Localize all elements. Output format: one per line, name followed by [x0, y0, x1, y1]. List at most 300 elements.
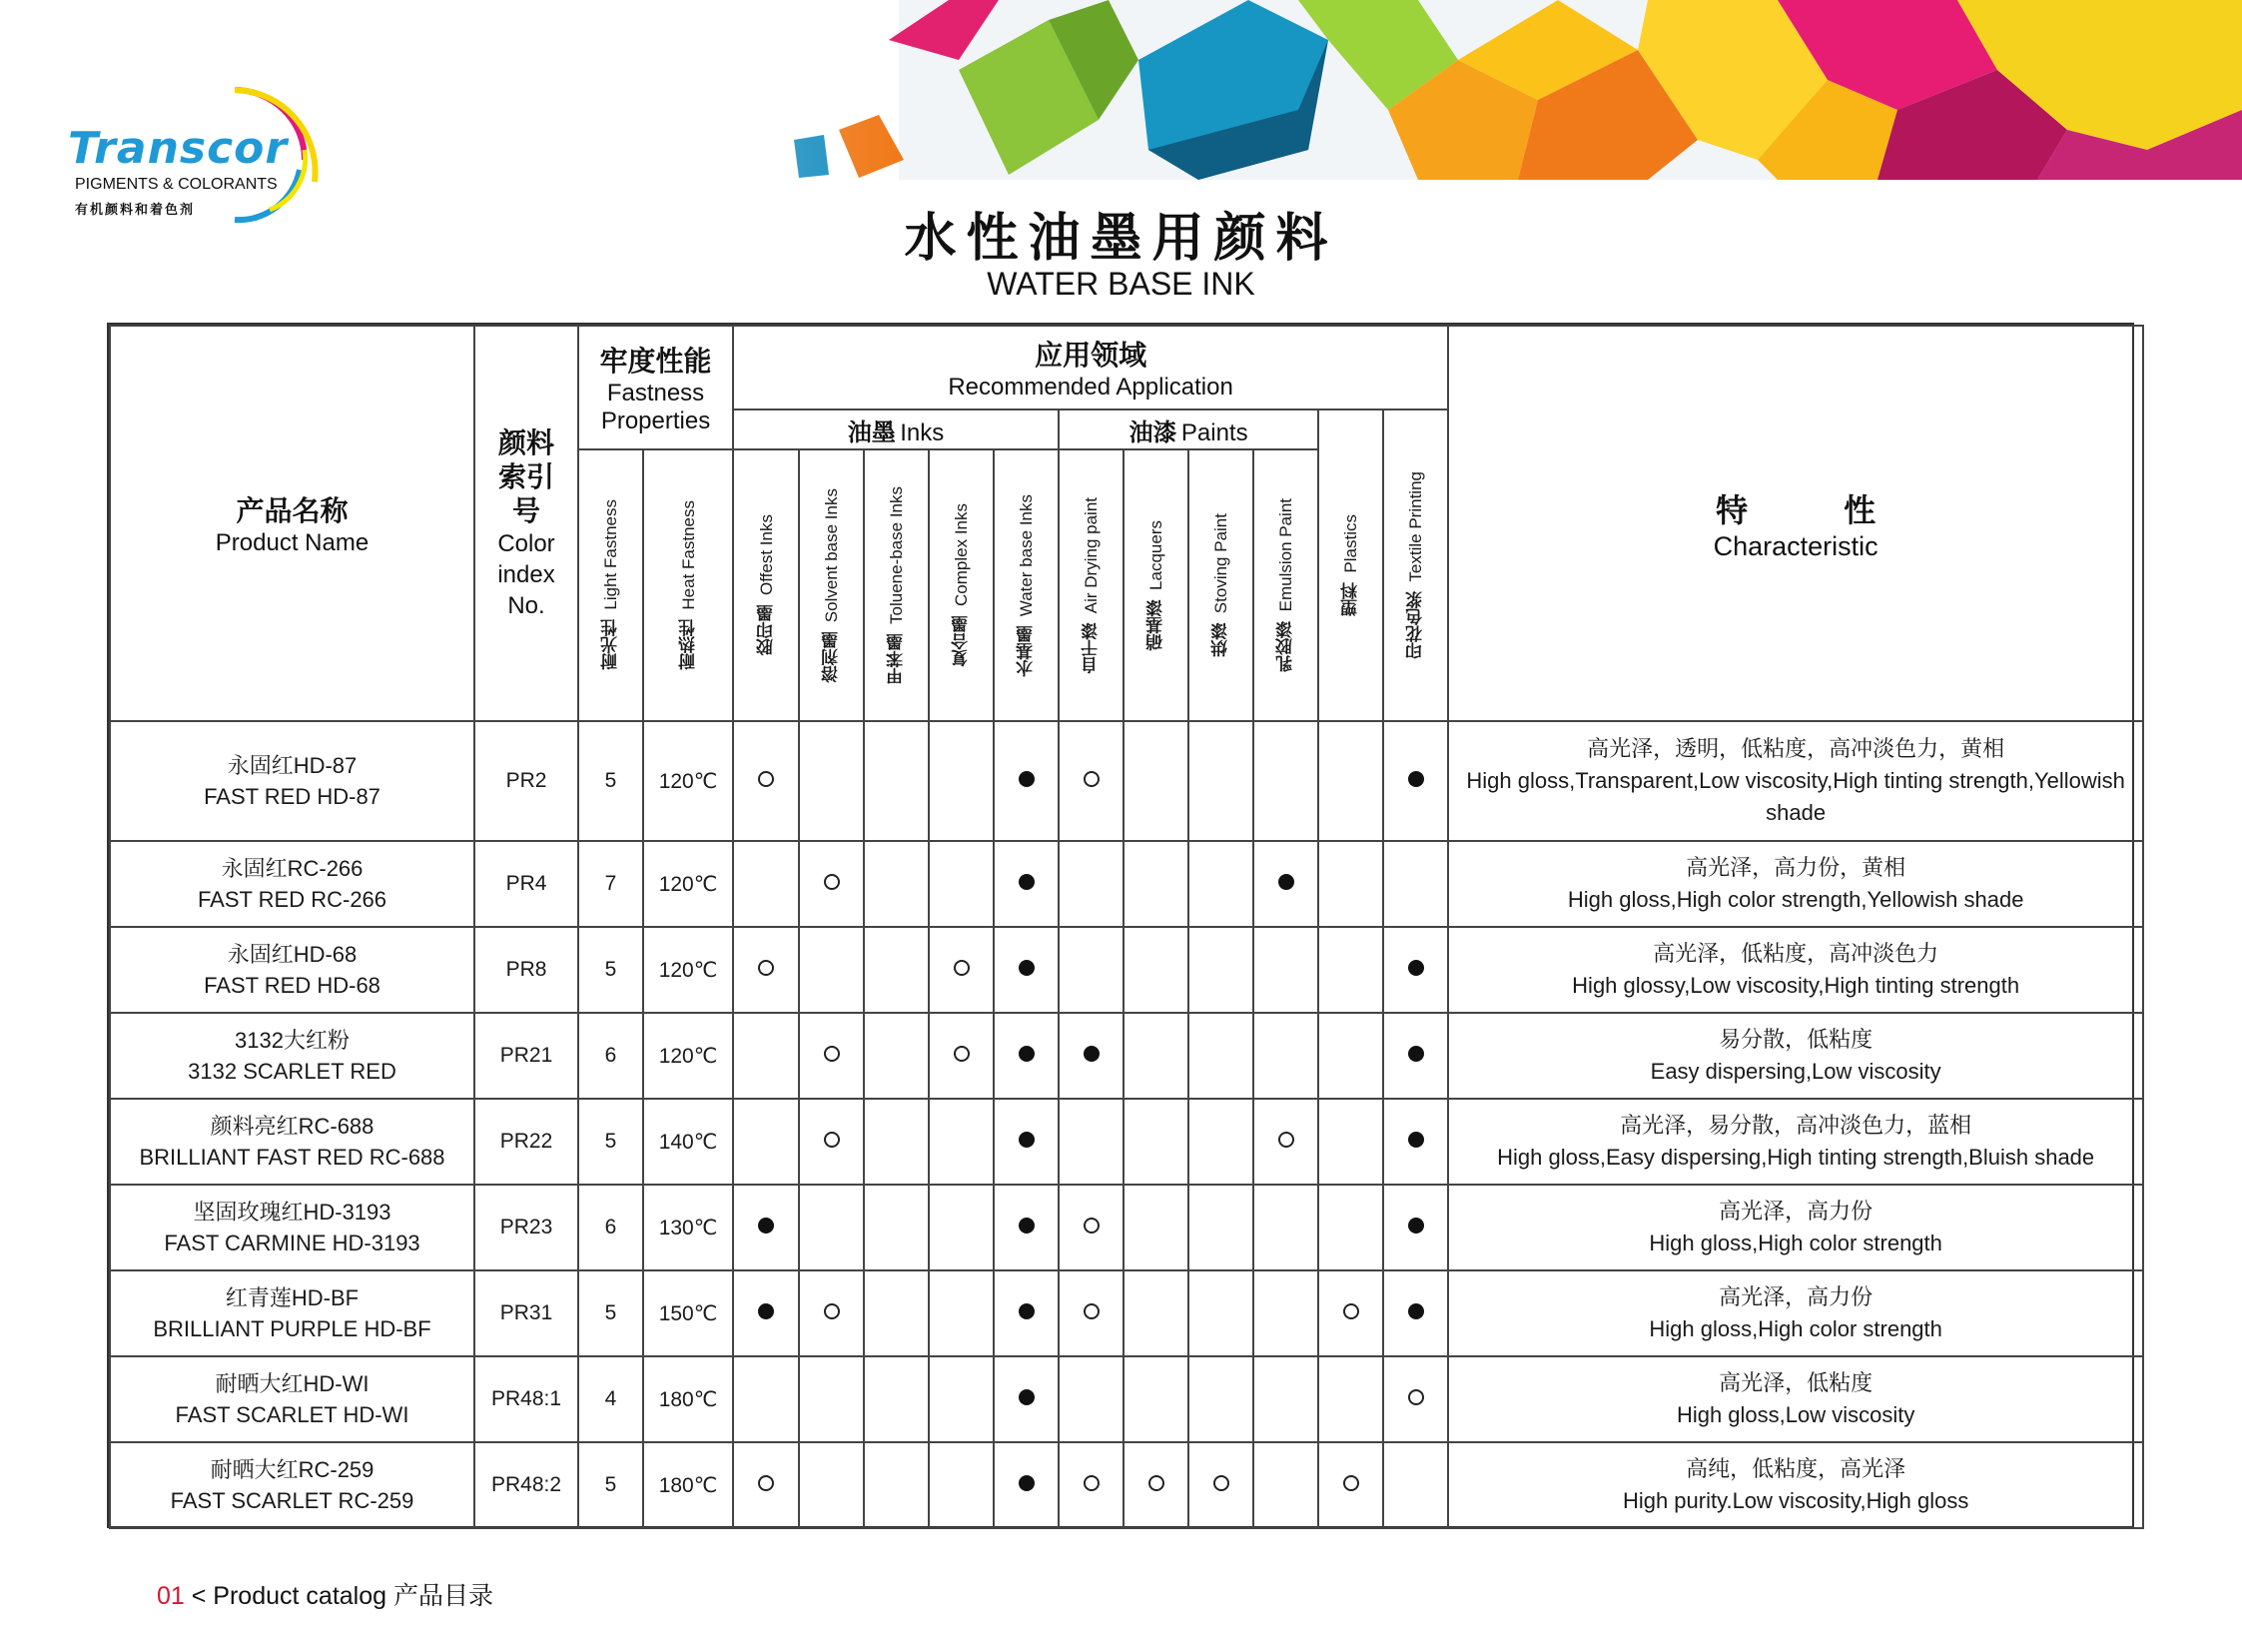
- filled-circle-icon: [1019, 1132, 1035, 1148]
- page-number: 01: [157, 1582, 185, 1610]
- open-circle-icon: [954, 960, 970, 976]
- product-name-cell: [110, 1270, 474, 1356]
- application-cell: [1383, 1185, 1448, 1270]
- characteristic-cell: [1448, 1270, 2143, 1356]
- application-cell: [799, 721, 864, 841]
- application-cell: [733, 1185, 799, 1270]
- filled-circle-icon: [758, 1218, 774, 1234]
- application-cell: [1188, 1356, 1253, 1442]
- header-application-en: Recommended Application: [948, 374, 1233, 401]
- open-circle-icon: [1343, 1303, 1359, 1319]
- open-circle-icon: [1084, 1303, 1100, 1319]
- application-cell: [1318, 1270, 1383, 1356]
- heat-fastness-cell: 120℃: [643, 841, 733, 927]
- product-name-en: FAST RED HD-68: [204, 973, 380, 998]
- application-cell: [733, 841, 799, 927]
- application-cell: [1123, 1013, 1188, 1099]
- characteristic-en: High purity.Low viscosity,High gloss: [1622, 1488, 1969, 1513]
- characteristic-cell: [1448, 1356, 2143, 1442]
- application-cell: [733, 721, 799, 841]
- product-name-cn: 红青莲HD-BF: [225, 1285, 360, 1310]
- characteristic-en: High gloss,High color strength: [1649, 1231, 1942, 1255]
- product-name-cn: 坚固玫瑰红HD-3193: [193, 1200, 391, 1225]
- col-en-8: Lacquers: [1146, 519, 1166, 590]
- light-fastness-cell: 4: [578, 1356, 643, 1442]
- application-cell: [1059, 1185, 1123, 1270]
- col-en-5: Complex Inks: [952, 503, 972, 607]
- filled-circle-icon: [1408, 960, 1424, 976]
- characteristic-en: Easy dispersing,Low viscosity: [1650, 1059, 1941, 1084]
- header-application-cn: 应用领域: [1035, 339, 1147, 372]
- open-circle-icon: [1148, 1475, 1164, 1491]
- open-circle-icon: [758, 960, 774, 976]
- color-index-cell: PR48:1: [474, 1356, 578, 1442]
- open-circle-icon: [1213, 1475, 1229, 1491]
- open-circle-icon: [824, 1303, 840, 1319]
- filled-circle-icon: [1278, 874, 1294, 890]
- application-cell: [799, 1099, 864, 1185]
- characteristic-en: High glossy,Low viscosity,High tinting strength: [1572, 973, 2020, 998]
- col-en-4: Toluene-base Inks: [887, 485, 907, 624]
- footer-text: < Product catalog 产品目录: [191, 1582, 493, 1610]
- characteristic-cn: 高纯，低粘度，高光泽: [1686, 1456, 1906, 1481]
- heat-fastness-cell: 180℃: [643, 1356, 733, 1442]
- header-col-airdry: [1059, 449, 1123, 721]
- application-cell: [1123, 1442, 1188, 1528]
- application-cell: [799, 1270, 864, 1356]
- application-cell: [994, 1185, 1059, 1270]
- header-col-stoving: [1188, 449, 1253, 721]
- heat-fastness-cell: 120℃: [643, 1013, 733, 1099]
- application-cell: [1059, 1099, 1123, 1185]
- table-row: [110, 1270, 2143, 1356]
- application-cell: [1059, 927, 1123, 1013]
- application-cell: [1318, 1356, 1383, 1442]
- product-name-cn: 3132大红粉: [235, 1028, 350, 1053]
- open-circle-icon: [1084, 1475, 1100, 1491]
- application-cell: [1059, 1270, 1123, 1356]
- col-cn-5: 复合墨: [952, 615, 973, 667]
- color-index-cell: PR23: [474, 1185, 578, 1270]
- application-cell: [994, 927, 1059, 1013]
- header-fastness-cn: 牢度性能: [599, 345, 712, 378]
- application-cell: [1123, 927, 1188, 1013]
- application-cell: [994, 1013, 1059, 1099]
- application-cell: [994, 1442, 1059, 1528]
- filled-circle-icon: [1019, 1303, 1035, 1319]
- light-fastness-cell: 7: [578, 841, 643, 927]
- application-cell: [1123, 1099, 1188, 1185]
- open-circle-icon: [1084, 771, 1100, 787]
- application-cell: [864, 1013, 929, 1099]
- application-cell: [1188, 1270, 1253, 1356]
- application-cell: [864, 927, 929, 1013]
- header-col-plastics: [1318, 410, 1383, 721]
- filled-circle-icon: [1408, 1046, 1424, 1062]
- light-fastness-cell: 6: [578, 1185, 643, 1270]
- col-cn-8: 硝基漆: [1146, 599, 1167, 651]
- characteristic-cell: [1448, 1442, 2143, 1528]
- light-fastness-cell: 5: [578, 1270, 643, 1356]
- header-inks-en: Inks: [900, 418, 945, 446]
- product-name-cell: [110, 721, 474, 841]
- col-cn-2: 胶印墨: [756, 604, 777, 656]
- application-cell: [799, 1356, 864, 1442]
- application-cell: [1383, 1356, 1448, 1442]
- col-cn-0: 耐光性: [601, 619, 621, 671]
- table-row: [110, 1013, 2143, 1099]
- application-cell: [929, 1356, 994, 1442]
- application-cell: [1188, 841, 1253, 927]
- page-title-en: WATER BASE INK: [987, 266, 1255, 302]
- application-cell: [929, 927, 994, 1013]
- characteristic-cell: [1448, 721, 2143, 841]
- table-row: [110, 721, 2143, 841]
- product-name-en: FAST SCARLET HD-WI: [175, 1402, 409, 1427]
- application-cell: [994, 1099, 1059, 1185]
- application-cell: [864, 1099, 929, 1185]
- col-en-10: Emulsion Paint: [1276, 498, 1296, 612]
- application-cell: [799, 1442, 864, 1528]
- light-fastness-cell: 5: [578, 1099, 643, 1185]
- heat-fastness-cell: 120℃: [643, 927, 733, 1013]
- open-circle-icon: [1084, 1218, 1100, 1234]
- application-cell: [1059, 721, 1123, 841]
- header-characteristic: [1448, 326, 2143, 721]
- open-circle-icon: [954, 1046, 970, 1062]
- application-cell: [1123, 1270, 1188, 1356]
- logo-tagline-cn: 有机颜料和着色剂: [75, 202, 196, 217]
- application-cell: [1059, 841, 1123, 927]
- filled-circle-icon: [1408, 1303, 1424, 1319]
- color-index-cell: PR2: [474, 721, 578, 841]
- filled-circle-icon: [1019, 1475, 1035, 1491]
- product-name-cn: 永固红HD-87: [227, 753, 358, 778]
- header-col-textile: [1383, 410, 1448, 721]
- table-row: [110, 1442, 2143, 1528]
- characteristic-cn: 高光泽，高力份，黄相: [1686, 855, 1906, 880]
- product-name-cn: 颜料亮红RC-688: [210, 1114, 374, 1139]
- heat-fastness-cell: 180℃: [643, 1442, 733, 1528]
- col-en-7: Air Drying paint: [1082, 496, 1102, 613]
- product-name-cn: 耐晒大红HD-WI: [215, 1371, 370, 1396]
- header-col-light: [578, 449, 643, 721]
- logo-tagline: PIGMENTS & COLORANTS: [75, 176, 278, 193]
- product-table-container: [107, 323, 2134, 1528]
- header-col-lacquers: [1123, 449, 1188, 721]
- header-inks-group: [733, 410, 1059, 449]
- header-paints-group: [1059, 410, 1318, 449]
- product-name-cell: [110, 1356, 474, 1442]
- characteristic-cell: [1448, 1013, 2143, 1099]
- application-cell: [1253, 1013, 1318, 1099]
- product-name-en: BRILLIANT PURPLE HD-BF: [153, 1316, 431, 1341]
- application-cell: [994, 721, 1059, 841]
- header-paints-en: Paints: [1180, 418, 1248, 446]
- product-name-cn: 永固红HD-68: [227, 942, 358, 967]
- col-cn-11: 塑料: [1341, 582, 1362, 617]
- header-index-en-1: Color: [497, 529, 555, 557]
- filled-circle-icon: [1408, 1132, 1424, 1148]
- product-name-en: FAST RED HD-87: [204, 784, 380, 809]
- heat-fastness-cell: 130℃: [643, 1185, 733, 1270]
- filled-circle-icon: [1019, 1218, 1035, 1234]
- application-cell: [1123, 1185, 1188, 1270]
- product-name-en: 3132 SCARLET RED: [188, 1059, 396, 1084]
- product-name-en: FAST RED RC-266: [197, 887, 387, 912]
- application-cell: [1253, 1270, 1318, 1356]
- application-cell: [1318, 1099, 1383, 1185]
- application-cell: [1059, 1442, 1123, 1528]
- characteristic-cn: 高光泽，低粘度: [1719, 1370, 1873, 1395]
- application-cell: [1188, 1013, 1253, 1099]
- table-row: [110, 841, 2143, 927]
- application-cell: [733, 1442, 799, 1528]
- application-cell: [1253, 1099, 1318, 1185]
- application-cell: [1383, 721, 1448, 841]
- open-circle-icon: [824, 1132, 840, 1148]
- characteristic-cn: 易分散，低粘度: [1719, 1027, 1873, 1052]
- characteristic-cell: [1448, 1185, 2143, 1270]
- header-index-cn: 颜料索引号: [497, 425, 554, 527]
- table-row: [110, 1099, 2143, 1185]
- heat-fastness-cell: 150℃: [643, 1270, 733, 1356]
- light-fastness-cell: 5: [578, 721, 643, 841]
- product-name-cell: [110, 1013, 474, 1099]
- header-application: [733, 326, 1448, 410]
- application-cell: [929, 1270, 994, 1356]
- application-cell: [929, 1442, 994, 1528]
- application-cell: [1253, 1442, 1318, 1528]
- characteristic-cn: 高光泽，低粘度，高冲淡色力: [1653, 941, 1939, 966]
- application-cell: [1253, 927, 1318, 1013]
- application-cell: [994, 841, 1059, 927]
- light-fastness-cell: 6: [578, 1013, 643, 1099]
- application-cell: [733, 1099, 799, 1185]
- col-cn-12: 印花色浆: [1406, 591, 1427, 659]
- filled-circle-icon: [758, 1303, 774, 1319]
- col-en-0: Light Fastness: [601, 499, 620, 611]
- product-name-cell: [110, 841, 474, 927]
- color-index-cell: PR8: [474, 927, 578, 1013]
- product-table: [109, 325, 2144, 1529]
- application-cell: [1188, 1185, 1253, 1270]
- header-col-heat: [643, 449, 733, 721]
- application-cell: [929, 1099, 994, 1185]
- table-row: [110, 1356, 2143, 1442]
- product-name-en: FAST CARMINE HD-3193: [164, 1231, 420, 1255]
- application-cell: [799, 1185, 864, 1270]
- characteristic-cn: 高光泽，高力份: [1719, 1284, 1873, 1309]
- product-name-cell: [110, 1099, 474, 1185]
- application-cell: [1318, 721, 1383, 841]
- heat-fastness-cell: 140℃: [643, 1099, 733, 1185]
- col-cn-3: 溶剂墨: [822, 631, 843, 683]
- col-cn-4: 甲苯墨: [887, 633, 908, 685]
- application-cell: [1188, 1099, 1253, 1185]
- header-col-offset: [733, 449, 799, 721]
- application-cell: [1383, 1270, 1448, 1356]
- header-fastness-en-2: Properties: [600, 408, 711, 434]
- filled-circle-icon: [1019, 1046, 1035, 1062]
- application-cell: [929, 841, 994, 927]
- col-cn-6: 水基墨: [1017, 625, 1038, 677]
- application-cell: [1123, 1356, 1188, 1442]
- application-cell: [929, 721, 994, 841]
- col-en-12: Textile Printing: [1406, 470, 1426, 582]
- product-name-cell: [110, 1185, 474, 1270]
- application-cell: [1188, 927, 1253, 1013]
- header-char-en: Characteristic: [1713, 530, 1878, 561]
- filled-circle-icon: [1019, 960, 1035, 976]
- product-name-en: FAST SCARLET RC-259: [170, 1488, 414, 1513]
- header-product-cn: 产品名称: [236, 494, 349, 527]
- col-cn-7: 自干漆: [1082, 622, 1103, 674]
- product-name-cell: [110, 1442, 474, 1528]
- header-col-complex: [929, 449, 994, 721]
- header-product-name: [110, 326, 474, 721]
- characteristic-en: High gloss,High color strength,Yellowish shade: [1567, 887, 2024, 912]
- application-cell: [1383, 1099, 1448, 1185]
- heat-fastness-cell: 120℃: [643, 721, 733, 841]
- header-col-solvent: [799, 449, 864, 721]
- filled-circle-icon: [1084, 1046, 1100, 1062]
- application-cell: [1059, 1013, 1123, 1099]
- product-name-en: BRILLIANT FAST RED RC-688: [139, 1145, 445, 1170]
- open-circle-icon: [1408, 1389, 1424, 1405]
- logo-wordmark: Transcor: [68, 123, 289, 174]
- application-cell: [1318, 927, 1383, 1013]
- application-cell: [733, 927, 799, 1013]
- open-circle-icon: [1343, 1475, 1359, 1491]
- application-cell: [994, 1356, 1059, 1442]
- application-cell: [1383, 927, 1448, 1013]
- application-cell: [1123, 841, 1188, 927]
- application-cell: [1318, 1185, 1383, 1270]
- application-cell: [1318, 1442, 1383, 1528]
- characteristic-en: High gloss,Easy dispersing,High tinting strength,Bluish shade: [1497, 1145, 2095, 1170]
- application-cell: [1318, 1013, 1383, 1099]
- open-circle-icon: [758, 771, 774, 787]
- filled-circle-icon: [1019, 771, 1035, 787]
- application-cell: [1383, 841, 1448, 927]
- header-char-cn: 特 性: [1716, 490, 1876, 529]
- application-cell: [864, 1270, 929, 1356]
- application-cell: [1059, 1356, 1123, 1442]
- application-cell: [864, 1185, 929, 1270]
- color-index-cell: PR48:2: [474, 1442, 578, 1528]
- header-index-en-2: index: [497, 560, 555, 588]
- application-cell: [929, 1185, 994, 1270]
- application-cell: [1383, 1442, 1448, 1528]
- characteristic-cell: [1448, 1099, 2143, 1185]
- application-cell: [733, 1270, 799, 1356]
- application-cell: [1123, 721, 1188, 841]
- open-circle-icon: [758, 1475, 774, 1491]
- col-cn-1: 耐热性: [678, 619, 699, 671]
- application-cell: [929, 1013, 994, 1099]
- col-en-11: Plastics: [1341, 513, 1361, 573]
- product-name-cn: 永固红RC-266: [221, 856, 364, 881]
- col-en-2: Offest Inks: [756, 514, 776, 596]
- header-col-water: [994, 449, 1059, 721]
- application-cell: [1383, 1013, 1448, 1099]
- characteristic-cell: [1448, 927, 2143, 1013]
- col-en-3: Solvent base Inks: [822, 487, 842, 622]
- header-product-en: Product Name: [215, 529, 370, 556]
- characteristic-en: High gloss,Low viscosity: [1676, 1402, 1915, 1427]
- application-cell: [1253, 721, 1318, 841]
- application-cell: [799, 1013, 864, 1099]
- header-col-toluene: [864, 449, 929, 721]
- light-fastness-cell: 5: [578, 927, 643, 1013]
- header-col-emulsion: [1253, 449, 1318, 721]
- application-cell: [1253, 1185, 1318, 1270]
- light-fastness-cell: 5: [578, 1442, 643, 1528]
- filled-circle-icon: [1408, 1218, 1424, 1234]
- table-row: [110, 927, 2143, 1013]
- color-index-cell: PR22: [474, 1099, 578, 1185]
- col-en-6: Water base Inks: [1017, 493, 1037, 616]
- page-title-cn: 水性油墨用颜料: [904, 209, 1338, 269]
- product-table-body: [110, 721, 2143, 1528]
- col-en-9: Stoving Paint: [1211, 513, 1231, 614]
- header-index-en-3: No.: [507, 591, 545, 619]
- product-name-cell: [110, 927, 474, 1013]
- application-cell: [733, 1013, 799, 1099]
- application-cell: [864, 1356, 929, 1442]
- col-cn-10: 乳胶漆: [1276, 620, 1297, 672]
- characteristic-cn: 高光泽，易分散，高冲淡色力，蓝相: [1620, 1113, 1972, 1138]
- header-fastness: [578, 326, 733, 449]
- application-cell: [864, 721, 929, 841]
- col-cn-9: 烘漆: [1211, 622, 1232, 657]
- characteristic-en: High gloss,Transparent,Low viscosity,High tinting strength,Yellowish shade: [1466, 768, 2125, 825]
- color-index-cell: PR21: [474, 1013, 578, 1099]
- header-paints-cn: 油漆: [1128, 416, 1177, 446]
- characteristic-en: High gloss,High color strength: [1649, 1316, 1942, 1341]
- color-index-cell: PR31: [474, 1270, 578, 1356]
- filled-circle-icon: [1019, 1389, 1035, 1405]
- application-cell: [1188, 721, 1253, 841]
- application-cell: [799, 841, 864, 927]
- application-cell: [799, 927, 864, 1013]
- application-cell: [1253, 841, 1318, 927]
- open-circle-icon: [1278, 1132, 1294, 1148]
- application-cell: [994, 1270, 1059, 1356]
- filled-circle-icon: [1019, 874, 1035, 890]
- filled-circle-icon: [1408, 771, 1424, 787]
- characteristic-cn: 高光泽，高力份: [1719, 1199, 1873, 1224]
- product-name-cn: 耐晒大红RC-259: [210, 1457, 374, 1482]
- color-index-cell: PR4: [474, 841, 578, 927]
- header-color-index: [474, 326, 578, 721]
- application-cell: [1318, 841, 1383, 927]
- open-circle-icon: [824, 1046, 840, 1062]
- application-cell: [1188, 1442, 1253, 1528]
- open-circle-icon: [824, 874, 840, 890]
- application-cell: [1253, 1356, 1318, 1442]
- table-row: [110, 1185, 2143, 1270]
- header-inks-cn: 油墨: [847, 416, 896, 446]
- col-en-1: Heat Fastness: [678, 499, 698, 610]
- page-footer: [157, 1576, 493, 1612]
- characteristic-cn: 高光泽，透明，低粘度，高冲淡色力，黄相: [1587, 736, 2005, 761]
- header-fastness-en-1: Fastness: [606, 380, 705, 407]
- application-cell: [864, 841, 929, 927]
- characteristic-cell: [1448, 841, 2143, 927]
- application-cell: [864, 1442, 929, 1528]
